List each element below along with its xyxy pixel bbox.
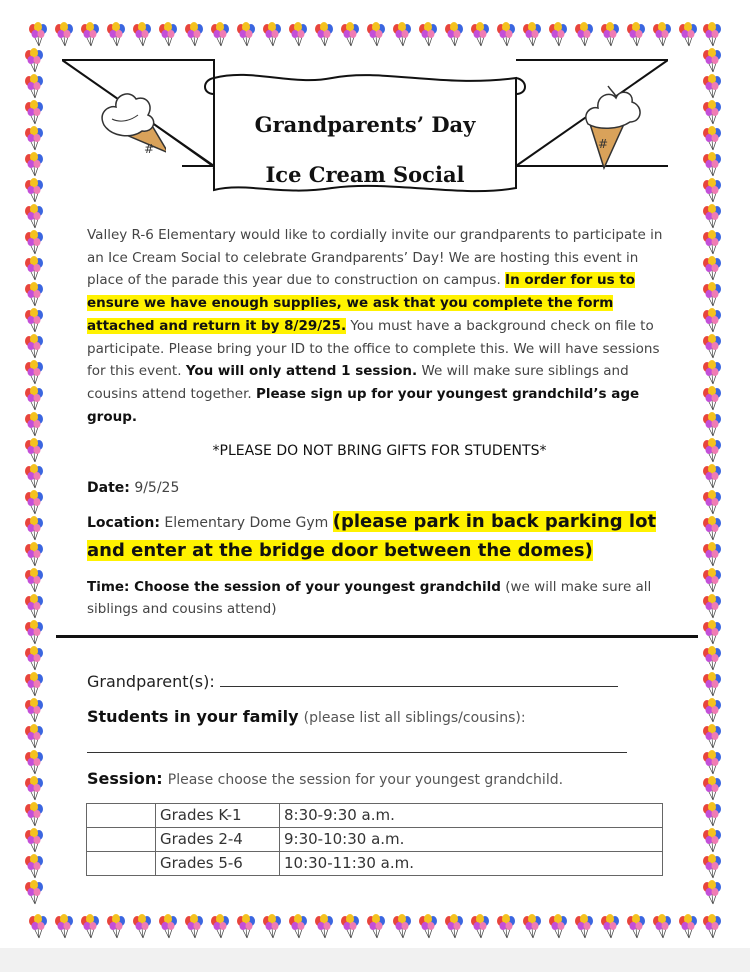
session-time: 8:30-9:30 a.m. <box>280 804 663 828</box>
sessions-table <box>86 803 663 876</box>
session-grade: Grades K-1 <box>156 804 280 828</box>
location-line <box>87 508 677 566</box>
balloon-border-left <box>22 22 48 940</box>
svg-text:#: # <box>598 137 609 151</box>
students-note: (please list all siblings/cousins): <box>303 710 526 726</box>
students-label: Students in your family <box>87 707 299 726</box>
date-value: 9/5/25 <box>134 480 180 496</box>
intro-paragraph <box>87 224 672 428</box>
session-checkbox[interactable] <box>87 804 156 828</box>
section-divider <box>56 635 698 638</box>
svg-text:#: # <box>144 142 155 156</box>
intro-text: We will make sure siblings and cousins attend together. <box>87 363 629 402</box>
session-checkbox[interactable] <box>87 852 156 876</box>
title-line-1: Grandparents’ Day <box>254 112 476 137</box>
grandparent-field[interactable] <box>220 686 618 687</box>
grandparent-row <box>87 672 618 691</box>
students-field-row <box>87 736 627 757</box>
balloon-bunch-icon <box>700 22 726 940</box>
session-note: Please choose the session for your youngest grandchild. <box>167 772 564 788</box>
students-field[interactable] <box>87 736 627 753</box>
session-checkbox[interactable] <box>87 828 156 852</box>
table-row <box>87 804 663 828</box>
table-row <box>87 828 663 852</box>
students-row <box>87 707 526 726</box>
date-label: Date: <box>87 480 130 496</box>
session-label: Session: <box>87 769 163 788</box>
intro-text: Valley R-6 Elementary would like to cordially invite our grandparents to participate in an Ice Cream Social to celebrate Grandparents’ Day! We are hosting this event in place of the parade this year due to construction on campus. <box>87 227 663 289</box>
title-line-2: Ice Cream Social <box>265 162 465 187</box>
ice-cream-cone-icon <box>582 82 652 170</box>
time-note: (we will make sure all siblings and cousins attend) <box>87 579 652 617</box>
balloon-border-right <box>700 22 726 940</box>
session-grade: Grades 2-4 <box>156 828 280 852</box>
session-row <box>87 769 563 788</box>
session-time: 9:30-10:30 a.m. <box>280 828 663 852</box>
page-bottom-bar <box>0 948 750 972</box>
parking-note: (please park in back parking lot and enter at the bridge door between the domes) <box>87 511 657 561</box>
intro-highlight: In order for us to ensure we have enough supplies, we ask that you complete the form attached and return it by 8/29/25. <box>87 272 636 334</box>
balloon-bunch-icon <box>26 22 724 48</box>
balloon-border-top <box>26 22 724 48</box>
table-row <box>87 852 663 876</box>
location-label: Location: <box>87 515 160 531</box>
intro-text: You must have a background check on file to participate. Please bring your ID to the office to complete this. We will have sessions for this event. <box>87 317 660 380</box>
intro-bold: You will only attend 1 session. <box>185 363 418 380</box>
gift-notice: *PLEASE DO NOT BRING GIFTS FOR STUDENTS* <box>212 443 547 459</box>
balloon-bunch-icon <box>22 22 48 940</box>
grandparent-label: Grandparent(s): <box>87 672 215 691</box>
balloon-border-bottom <box>26 914 724 940</box>
balloon-bunch-icon <box>26 914 724 940</box>
session-time: 10:30-11:30 a.m. <box>280 852 663 876</box>
session-grade: Grades 5-6 <box>156 852 280 876</box>
time-line <box>87 576 657 620</box>
intro-bold: Please sign up for your youngest grandchild’s age group. <box>87 385 640 425</box>
location-value: Elementary Dome Gym <box>164 515 329 531</box>
date-line <box>87 477 179 500</box>
time-label: Time: Choose the session of your youngest grandchild <box>87 579 501 595</box>
ice-cream-cone-icon <box>96 85 166 165</box>
